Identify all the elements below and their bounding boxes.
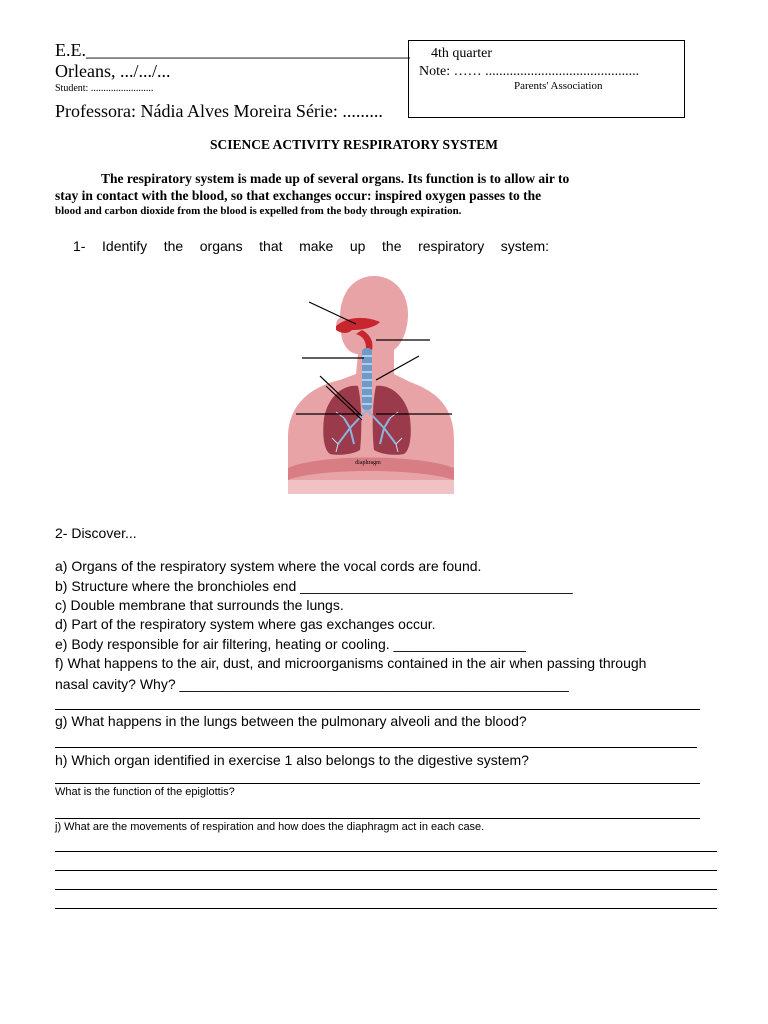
intro-line: blood and carbon dioxide from the blood is expelled from the body through expiration. — [55, 205, 462, 217]
school-field: E.E.____________________________________ — [55, 40, 410, 60]
quarter-label: 4th quarter — [431, 46, 493, 61]
question-2h: h) Which organ identified in exercise 1 also belongs to the digestive system? — [55, 752, 529, 768]
intro-line: The respiratory system is made up of several organs. Its function is to allow air to — [101, 171, 570, 186]
answer-line — [55, 747, 697, 748]
question-2i: What is the function of the epiglottis? — [55, 786, 235, 798]
question-2e: e) Body responsible for air filtering, heating or cooling. _________________ — [55, 636, 526, 652]
question-2f-continued: nasal cavity? Why? __________________________________________________ — [55, 676, 569, 692]
question-2f: f) What happens to the air, dust, and microorganisms contained in the air when passing through — [55, 655, 647, 671]
question-2d: d) Part of the respiratory system where gas exchanges occur. — [55, 616, 436, 632]
question-2-heading: 2- Discover... — [55, 525, 137, 541]
question-2b: b) Structure where the bronchioles end ___________________________________ — [55, 578, 573, 594]
answer-line — [55, 851, 717, 852]
city-date-field: Orleans, .../.../... — [55, 61, 171, 81]
association-label: Parents' Association — [514, 80, 603, 92]
student-field: Student: ......................... — [55, 83, 154, 94]
note-field: Note: …… ............................................ — [419, 64, 640, 79]
answer-line — [55, 709, 700, 710]
question-1: 1- Identify the organs that make up the respiratory system: — [73, 238, 549, 254]
page-title: SCIENCE ACTIVITY RESPIRATORY SYSTEM — [210, 137, 498, 152]
answer-line — [55, 870, 717, 871]
answer-line — [55, 908, 717, 909]
answer-line — [55, 889, 717, 890]
answer-line — [55, 818, 700, 819]
question-2a: a) Organs of the respiratory system where the vocal cords are found. — [55, 558, 482, 574]
question-2j: j) What are the movements of respiration and how does the diaphragm act in each case. — [55, 821, 485, 833]
question-2c: c) Double membrane that surrounds the lungs. — [55, 597, 344, 613]
question-2g: g) What happens in the lungs between the pulmonary alveoli and the blood? — [55, 713, 527, 729]
intro-line: stay in contact with the blood, so that exchanges occur: inspired oxygen passes to the — [55, 188, 542, 203]
diaphragm-label: diaphragm — [355, 460, 381, 466]
respiratory-system-diagram — [278, 268, 458, 494]
teacher-field: Professora: Nádia Alves Moreira Série: ......... — [55, 101, 383, 121]
trachea-shape — [362, 348, 372, 410]
grade-box — [408, 40, 685, 118]
answer-line — [55, 783, 700, 784]
